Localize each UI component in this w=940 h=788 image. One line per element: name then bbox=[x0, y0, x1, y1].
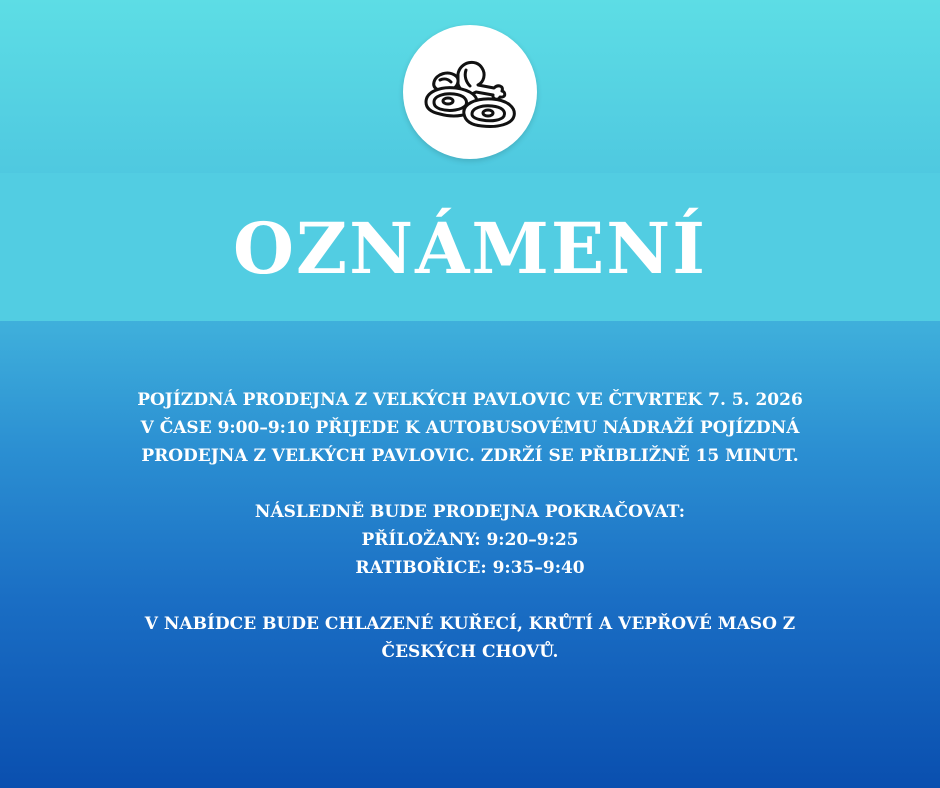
paragraph-schedule bbox=[90, 498, 850, 582]
paragraph-offer bbox=[90, 610, 850, 666]
text-line: NÁSLEDNĚ BUDE PRODEJNA POKRAČOVAT: bbox=[254, 502, 686, 522]
text-line: ČESKÝCH CHOVŮ. bbox=[381, 642, 559, 662]
schedule-item: RATIBOŘICE: 9:35–9:40 bbox=[355, 558, 585, 578]
title-banner bbox=[0, 173, 940, 321]
page-title: OZNÁMENÍ bbox=[233, 207, 707, 290]
schedule-item: PŘÍLOŽANY: 9:20–9:25 bbox=[361, 530, 579, 550]
meat-icon bbox=[420, 52, 520, 132]
logo-badge bbox=[403, 25, 537, 159]
text-line: PRODEJNA Z VELKÝCH PAVLOVIC. ZDRŽÍ SE PŘIBLIŽNĚ 15 MINUT. bbox=[141, 446, 799, 466]
text-line: POJÍZDNÁ PRODEJNA Z VELKÝCH PAVLOVIC VE ČTVRTEK 7. 5. 2026 bbox=[137, 390, 803, 410]
text-line: V NABÍDCE BUDE CHLAZENÉ KUŘECÍ, KRŮTÍ A VEPŘOVÉ MASO Z bbox=[144, 614, 796, 634]
paragraph-arrival bbox=[90, 386, 850, 470]
text-line: V ČASE 9:00–9:10 PŘIJEDE K AUTOBUSOVÉMU NÁDRAŽÍ POJÍZDNÁ bbox=[140, 418, 800, 438]
announcement-body bbox=[90, 386, 850, 694]
